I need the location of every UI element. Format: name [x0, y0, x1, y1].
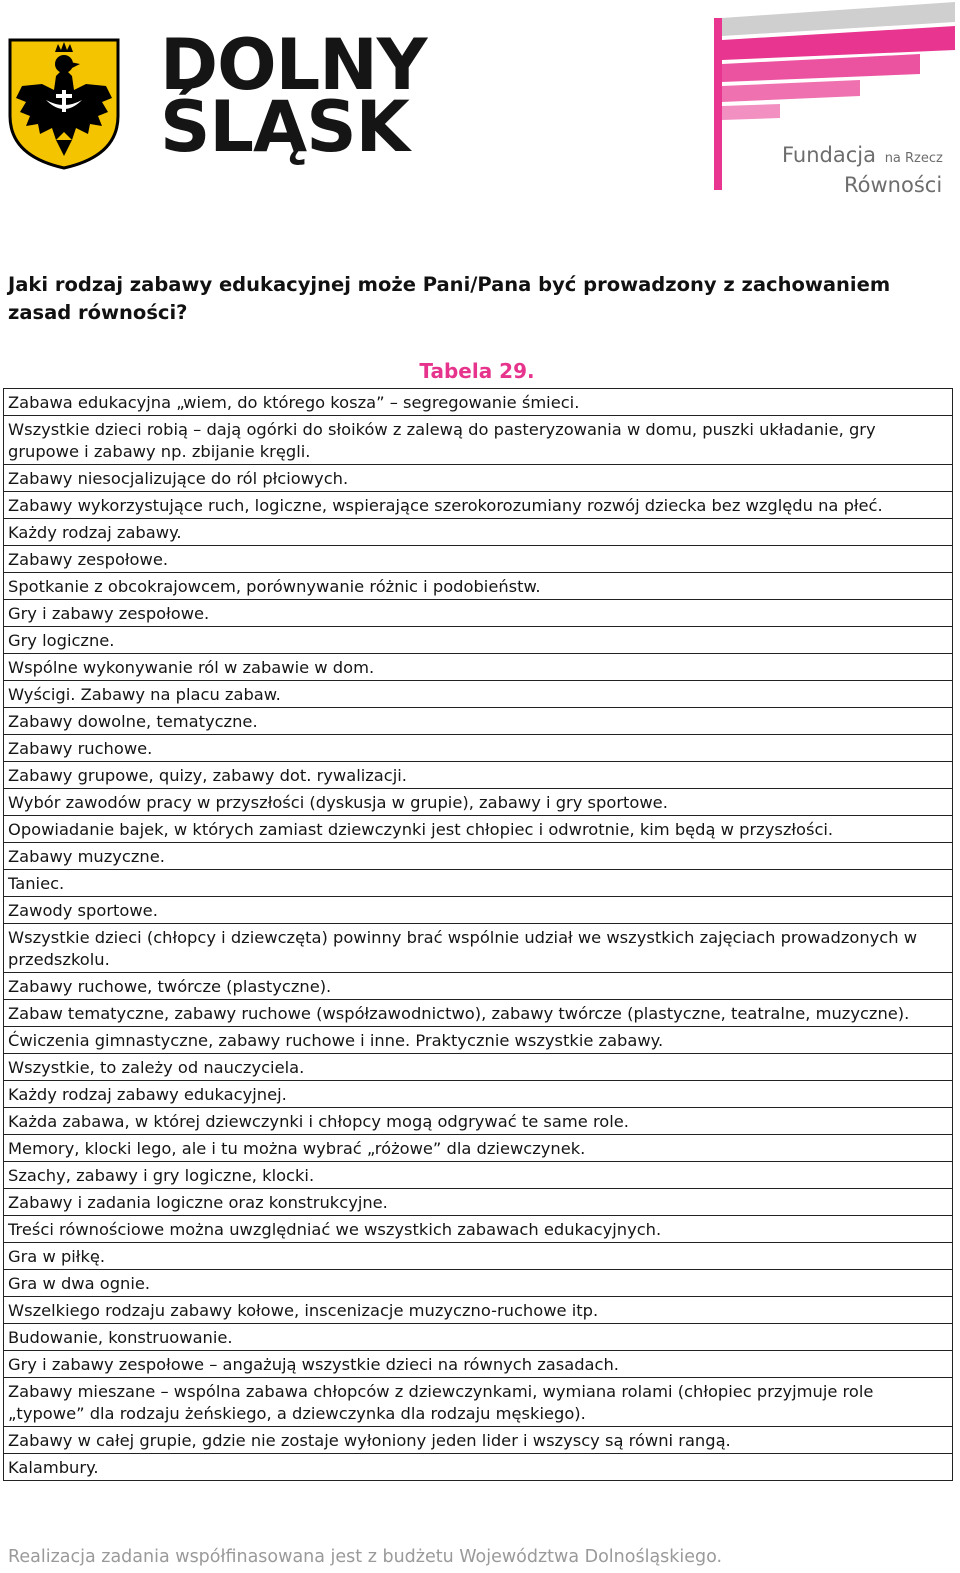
table-row: Zabawy grupowe, quizy, zabawy dot. rywalizacji. — [4, 762, 952, 789]
table-row: Zabawa edukacyjna „wiem, do którego kosza” – segregowanie śmieci. — [4, 389, 952, 416]
table-row: Gry i zabawy zespołowe – angażują wszystkie dzieci na równych zasadach. — [4, 1351, 952, 1378]
table-row: Szachy, zabawy i gry logiczne, klocki. — [4, 1162, 952, 1189]
brand-line-1: DOLNY — [160, 24, 427, 106]
table-row: Wszelkiego rodzaju zabawy kołowe, inscenizacje muzyczno-ruchowe itp. — [4, 1297, 952, 1324]
fundacja-word-2: Równości — [844, 173, 943, 197]
table-row: Zabawy ruchowe. — [4, 735, 952, 762]
table-row: Zabawy ruchowe, twórcze (plastyczne). — [4, 973, 952, 1000]
answers-table — [3, 388, 953, 1481]
footer-note: Realizacja zadania współfinasowana jest z budżetu Województwa Dolnośląskiego. — [8, 1547, 723, 1567]
table-row: Wszystkie, to zależy od nauczyciela. — [4, 1054, 952, 1081]
table-row: Każdy rodzaj zabawy. — [4, 519, 952, 546]
table-row: Taniec. — [4, 870, 952, 897]
fundacja-word-1: Fundacja — [782, 143, 876, 167]
table-row: Zabawy w całej grupie, gdzie nie zostaje wyłoniony jeden lider i wszyscy są równi rangą. — [4, 1427, 952, 1454]
coat-of-arms-icon — [8, 38, 120, 170]
table-row: Zabaw tematyczne, zabawy ruchowe (współzawodnictwo), zabawy twórcze (plastyczne, teatralne, muzyczne). — [4, 1000, 952, 1027]
table-row: Zabawy wykorzystujące ruch, logiczne, wspierające szerokorozumiany rozwój dziecka bez względu na płeć. — [4, 492, 952, 519]
table-row: Gra w piłkę. — [4, 1243, 952, 1270]
brand-line-2: ŚLĄSK — [160, 86, 409, 168]
table-row: Ćwiczenia gimnastyczne, zabawy ruchowe i inne. Praktycznie wszystkie zabawy. — [4, 1027, 952, 1054]
table-row: Każda zabawa, w której dziewczynki i chłopcy mogą odgrywać te same role. — [4, 1108, 952, 1135]
table-row: Zabawy niesocjalizujące do ról płciowych. — [4, 465, 952, 492]
table-row: Wszystkie dzieci robią – dają ogórki do słoików z zalewą do pasteryzowania w domu, puszki układanie, gry grupowe i zabawy np. zbijanie kręgli. — [4, 416, 952, 465]
table-row: Wybór zawodów pracy w przyszłości (dyskusja w grupie), zabawy i gry sportowe. — [4, 789, 952, 816]
table-row: Zabawy dowolne, tematyczne. — [4, 708, 952, 735]
table-row: Budowanie, konstruowanie. — [4, 1324, 952, 1351]
table-row: Treści równościowe można uwzględniać we wszystkich zabawach edukacyjnych. — [4, 1216, 952, 1243]
table-row: Gry i zabawy zespołowe. — [4, 600, 952, 627]
table-row: Zabawy muzyczne. — [4, 843, 952, 870]
table-caption: Tabela 29. — [419, 359, 535, 383]
table-row: Zawody sportowe. — [4, 897, 952, 924]
table-row: Zabawy zespołowe. — [4, 546, 952, 573]
table-row: Gry logiczne. — [4, 627, 952, 654]
page-header — [0, 0, 960, 210]
table-row: Wspólne wykonywanie ról w zabawie w dom. — [4, 654, 952, 681]
table-row: Spotkanie z obcokrajowcem, porównywanie różnic i podobieństw. — [4, 573, 952, 600]
question-heading: Jaki rodzaj zabawy edukacyjnej może Pani/Pana być prowadzony z zachowaniem zasad równości? — [8, 273, 891, 324]
table-row: Zabawy i zadania logiczne oraz konstrukcyjne. — [4, 1189, 952, 1216]
fundacja-name — [782, 142, 943, 198]
table-row: Kalambury. — [4, 1454, 952, 1481]
table-row: Każdy rodzaj zabawy edukacyjnej. — [4, 1081, 952, 1108]
table-row: Wszystkie dzieci (chłopcy i dziewczęta) powinny brać wspólnie udział we wszystkich zajęciach prowadzonych w przedszkolu. — [4, 924, 952, 973]
fundacja-small: na Rzecz — [884, 151, 943, 166]
table-row: Gra w dwa ognie. — [4, 1270, 952, 1297]
table-row: Memory, klocki lego, ale i tu można wybrać „różowe” dla dziewczynek. — [4, 1135, 952, 1162]
table-row: Opowiadanie bajek, w których zamiast dziewczynki jest chłopiec i odwrotnie, kim będą w przyszłości. — [4, 816, 952, 843]
brand-title — [160, 24, 427, 168]
table-row: Wyścigi. Zabawy na placu zabaw. — [4, 681, 952, 708]
table-row: Zabawy mieszane – wspólna zabawa chłopców z dziewczynkami, wymiana rolami (chłopiec przyjmuje role „typowe” dla rodzaju żeńskiego, a dziewczynka dla rodzaju męskiego). — [4, 1378, 952, 1427]
